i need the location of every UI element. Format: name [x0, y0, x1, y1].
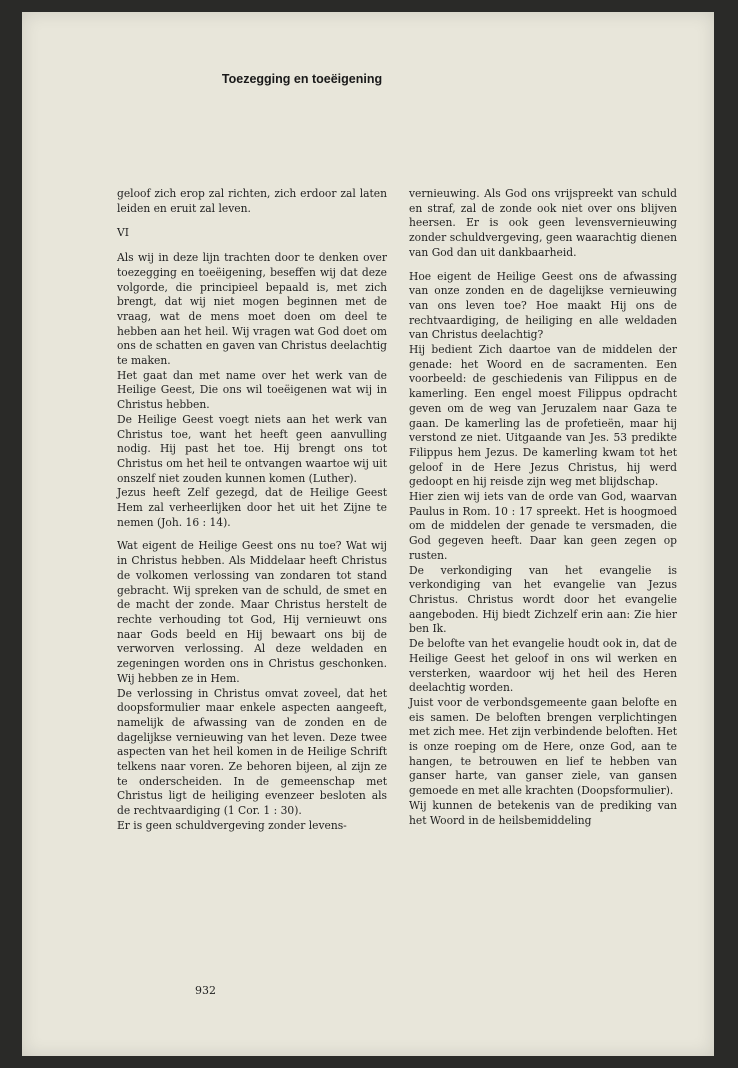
paragraph: De Heilige Geest voegt niets aan het werk van Christus toe, want het heeft geen aanvulling nodig. Hij past het toe. Hij brengt ons tot Christus om het heil te ontvangen waartoe wij uit onszelf niet zouden kunnen komen (Luther). — [117, 412, 387, 485]
paragraph: Het gaat dan met name over het werk van de Heilige Geest, Die ons wil toeëigenen wat wij in Christus hebben. — [117, 368, 387, 412]
paragraph: geloof zich erop zal richten, zich erdoor zal laten leiden en eruit zal leven. — [117, 187, 387, 215]
book-page — [22, 12, 714, 1056]
paragraph: Juist voor de verbondsgemeente gaan belofte en eis samen. De beloften brengen verplichtingen met zich mee. Het zijn verbindende beloften. Het is onze roeping om de Here, onze God, aan te hangen, te betrouwen en lief te hebben van ganser harte, van ganser ziele, van gansen gemoede en met alle krachten (Doopsformulier). — [409, 695, 677, 798]
paragraph: Hij bedient Zich daartoe van de middelen der genade: het Woord en de sacramenten. Een voorbeeld: de geschiedenis van Filippus en de kamerling. Een engel moest Filippus opdracht geven om de weg van Jeruzalem naar Gaza te gaan. De kamerling las de profetieën, maar hij verstond ze niet. Uitgaande van Jes. 53 predikte Filippus hem Jezus. De kamerling kwam tot het geloof in de Here Jezus Christus, hij werd gedoopt en hij reisde zijn weg met blijdschap. — [409, 343, 677, 489]
right-column — [409, 187, 677, 828]
page-number: 932 — [195, 984, 216, 997]
paragraph: Wij kunnen de betekenis van de prediking van het Woord in de heilsbemiddeling — [409, 798, 677, 827]
running-header: Toezegging en toeëigening — [221, 72, 383, 86]
paragraph: De belofte van het evangelie houdt ook in, dat de Heilige Geest het geloof in ons wil werken en versterken, waardoor wij het heil des Heren deelachtig worden. — [409, 637, 677, 695]
paragraph: Als wij in deze lijn trachten door te denken over toezegging en toeëigening, beseffen wij dat deze volgorde, die principieel bepaald is, met zich brengt, dat wij niet mogen beginnen met de vraag, wat de mens moet doen om deel te hebben aan het heil. Wij vragen wat God doet om ons de schatten en gaven van Christus deelachtig te maken. — [117, 251, 387, 368]
paragraph: Wat eigent de Heilige Geest ons nu toe? Wat wij in Christus hebben. Als Middelaar heeft Christus de volkomen verlossing van zondaren tot stand gebracht. Wij spreken van de schuld, de smet en de macht der zonde. Maar Christus herstelt de rechte verhouding tot God, Hij vernieuwt ons naar Gods beeld en Hij bewaart ons bij de verworven verlossing. Al deze weldaden en zegeningen worden ons in Christus geschonken. Wij hebben ze in Hem. — [117, 539, 387, 685]
paragraph: Jezus heeft Zelf gezegd, dat de Heilige Geest Hem zal verheerlijken door het uit het Zijne te nemen (Joh. 16 : 14). — [117, 486, 387, 529]
paragraph: De verlossing in Christus omvat zoveel, dat het doopsformulier maar enkele aspecten aangeeft, namelijk de afwassing van de zonden en de dagelijkse vernieuwing van het leven. Deze twee aspecten van het heil komen in de Heilige Schrift telkens naar voren. Ze behoren bijeen, al zijn ze te onderscheiden. In de gemeenschap met Christus ligt de heiliging evenzeer besloten als de rechtvaardiging (1 Cor. 1 : 30). — [117, 686, 387, 818]
paragraph: Hoe eigent de Heilige Geest ons de afwassing van onze zonden en de dagelijkse vernieuwing van ons leven toe? Hoe maakt Hij ons de rechtvaardiging, de heiliging en alle weldaden van Christus deelachtig? — [409, 269, 677, 342]
paragraph: Er is geen schuldvergeving zonder levens- — [117, 818, 347, 832]
section-heading: VI — [117, 226, 129, 240]
paragraph: Hier zien wij iets van de orde van God, waarvan Paulus in Rom. 10 : 17 spreekt. Het is hoogmoed om de middelen der genade te versmaden, die God gegeven heeft. Daar kan geen zegen op rusten. — [409, 490, 677, 562]
left-column — [117, 187, 387, 834]
paragraph: vernieuwing. Als God ons vrijspreekt van schuld en straf, zal de zonde ook niet over ons blijven heersen. Er is ook geen levensvernieuwing zonder schuldvergeving, geen waarachtig dienen van God dan uit dankbaarheid. — [409, 187, 677, 259]
paragraph: De verkondiging van het evangelie is verkondiging van het evangelie van Jezus Christus. Christus wordt door het evangelie aangeboden. Hij biedt Zichzelf erin aan: Zie hier ben Ik. — [409, 563, 677, 636]
